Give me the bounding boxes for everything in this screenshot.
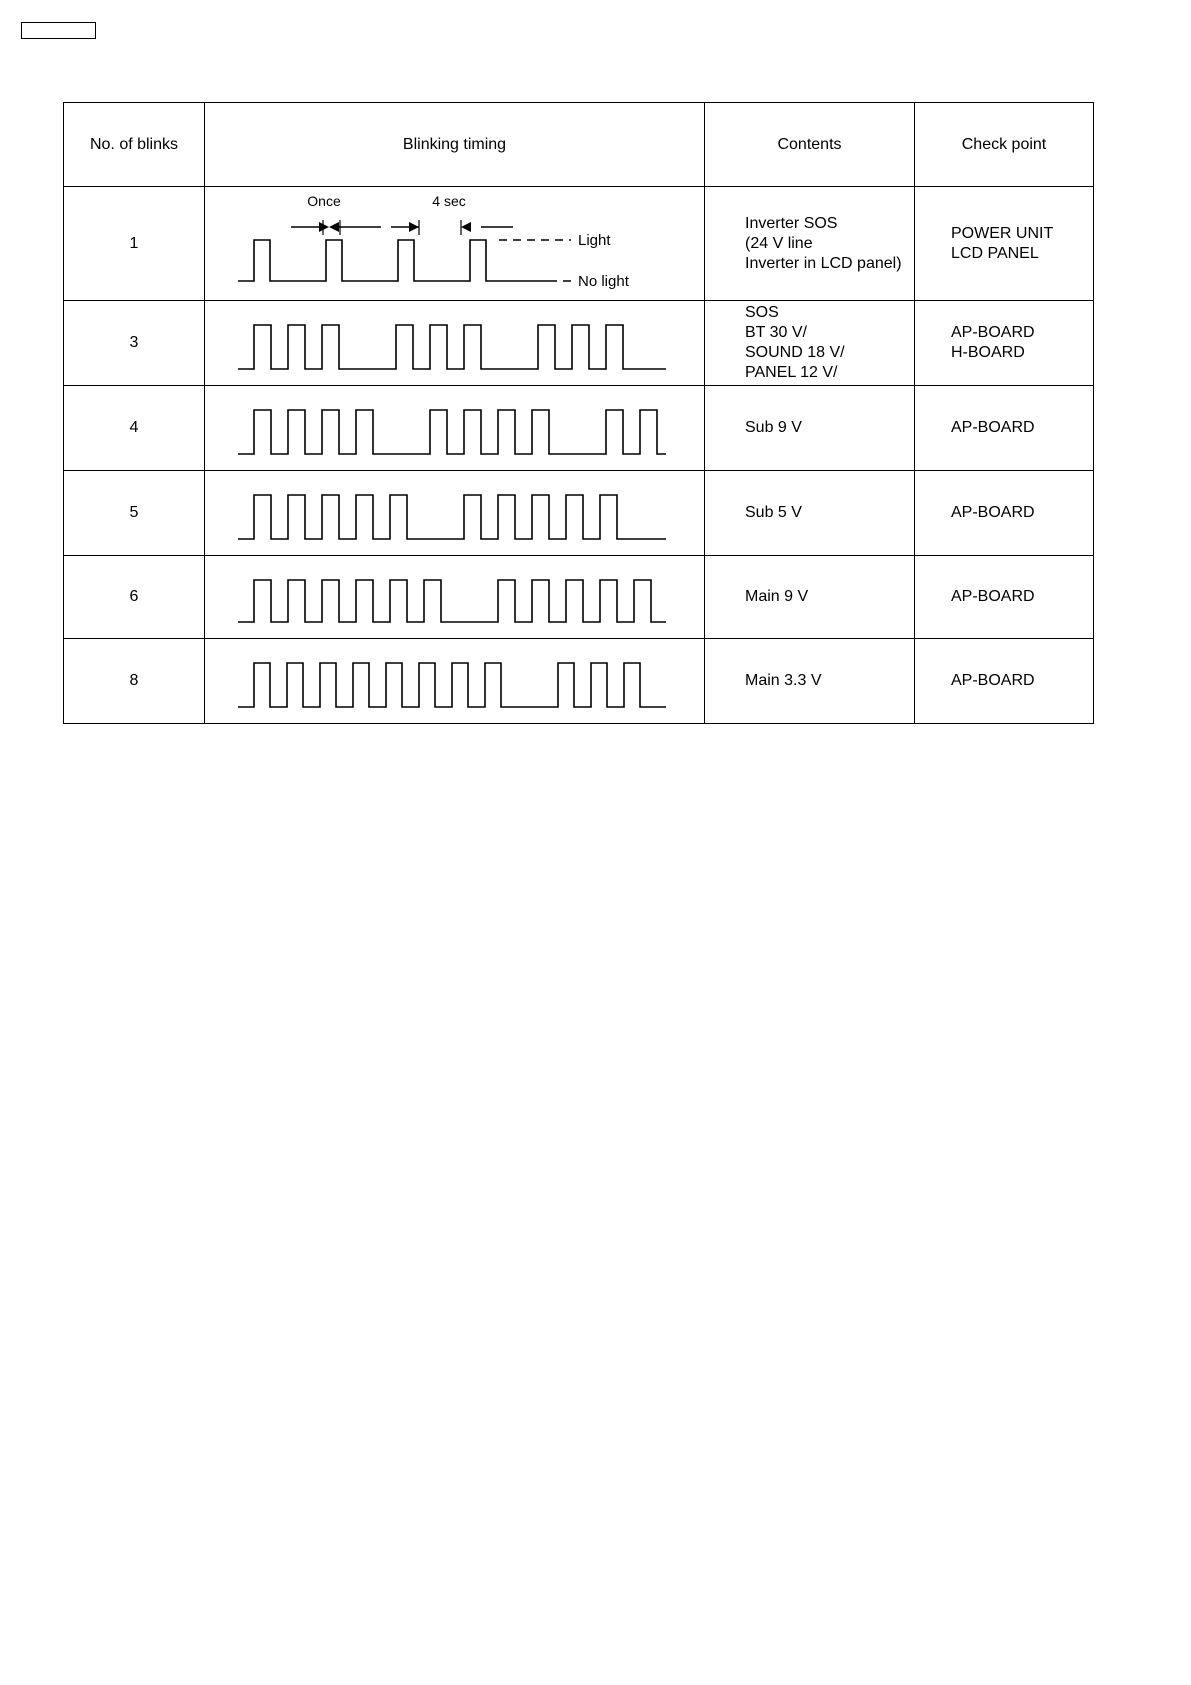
table-row xyxy=(64,471,1094,556)
contents-line: Sub 5 V xyxy=(745,504,802,521)
contents-line: Inverter in LCD panel) xyxy=(745,254,902,272)
table-row xyxy=(64,386,1094,471)
contents-line: Main 3.3 V xyxy=(745,672,822,689)
header-contents: Contents xyxy=(705,103,915,187)
blink-table xyxy=(63,102,1094,724)
header-no-of-blinks: No. of blinks xyxy=(64,103,205,187)
contents-cell xyxy=(705,556,915,639)
blink-waveform xyxy=(238,580,666,622)
blinking-timing-cell xyxy=(205,301,705,386)
once-label: Once xyxy=(307,193,341,209)
header-row xyxy=(64,103,1094,187)
blink-waveform xyxy=(238,410,666,454)
blink-waveform xyxy=(238,495,666,539)
check-point-line: AP-BOARD xyxy=(951,504,1035,521)
check-point-line: AP-BOARD xyxy=(951,324,1035,341)
table-row xyxy=(64,301,1094,386)
header-blinking-timing: Blinking timing xyxy=(205,103,705,187)
check-point-line: AP-BOARD xyxy=(951,419,1035,436)
blink-waveform xyxy=(238,325,666,369)
contents-cell xyxy=(705,187,915,301)
contents-cell xyxy=(705,386,915,471)
blink-timing-diagram xyxy=(205,301,705,385)
blink-count: 3 xyxy=(64,301,205,386)
blink-waveform xyxy=(238,663,666,707)
blink-waveform xyxy=(238,240,557,281)
check-point-line: LCD PANEL xyxy=(951,244,1039,262)
contents-line: Main 9 V xyxy=(745,588,809,605)
blink-timing-diagram xyxy=(205,471,705,555)
blinking-timing-cell xyxy=(205,386,705,471)
blinking-timing-cell xyxy=(205,639,705,724)
contents-line: SOUND 18 V/ xyxy=(745,344,845,361)
contents-cell xyxy=(705,301,915,386)
level-guides xyxy=(499,240,571,281)
page-tag-box xyxy=(21,22,96,39)
check-point-cell xyxy=(915,639,1094,724)
table-row xyxy=(64,556,1094,639)
blink-count: 5 xyxy=(64,471,205,556)
no-light-label: No light xyxy=(578,273,629,290)
contents-line: PANEL 12 V/ xyxy=(745,364,838,381)
light-label: Light xyxy=(578,232,611,249)
blink-count: 6 xyxy=(64,556,205,639)
check-point-line: AP-BOARD xyxy=(951,588,1035,605)
blink-timing-diagram xyxy=(205,556,705,638)
check-point-cell xyxy=(915,187,1094,301)
contents-line: BT 30 V/ xyxy=(745,324,807,341)
check-point-cell xyxy=(915,301,1094,386)
blinking-timing-cell xyxy=(205,556,705,639)
table-row xyxy=(64,187,1094,301)
contents-line: Sub 9 V xyxy=(745,419,802,436)
check-point-cell xyxy=(915,556,1094,639)
blink-count: 1 xyxy=(64,187,205,301)
blink-timing-diagram xyxy=(205,187,705,300)
check-point-cell xyxy=(915,386,1094,471)
blinking-timing-cell xyxy=(205,471,705,556)
blink-count: 8 xyxy=(64,639,205,724)
table-row xyxy=(64,639,1094,724)
contents-cell xyxy=(705,639,915,724)
check-point-line: POWER UNIT xyxy=(951,224,1054,242)
contents-line: SOS xyxy=(745,304,779,321)
contents-cell xyxy=(705,471,915,556)
check-point-line: H-BOARD xyxy=(951,344,1025,361)
contents-line: (24 V line xyxy=(745,234,813,252)
header-check-point: Check point xyxy=(915,103,1094,187)
blink-count: 4 xyxy=(64,386,205,471)
interval-label: 4 sec xyxy=(432,193,466,209)
check-point-line: AP-BOARD xyxy=(951,672,1035,689)
contents-line: Inverter SOS xyxy=(745,214,838,232)
blinking-timing-cell xyxy=(205,187,705,301)
blink-timing-diagram xyxy=(205,386,705,470)
blink-timing-diagram xyxy=(205,639,705,723)
check-point-cell xyxy=(915,471,1094,556)
